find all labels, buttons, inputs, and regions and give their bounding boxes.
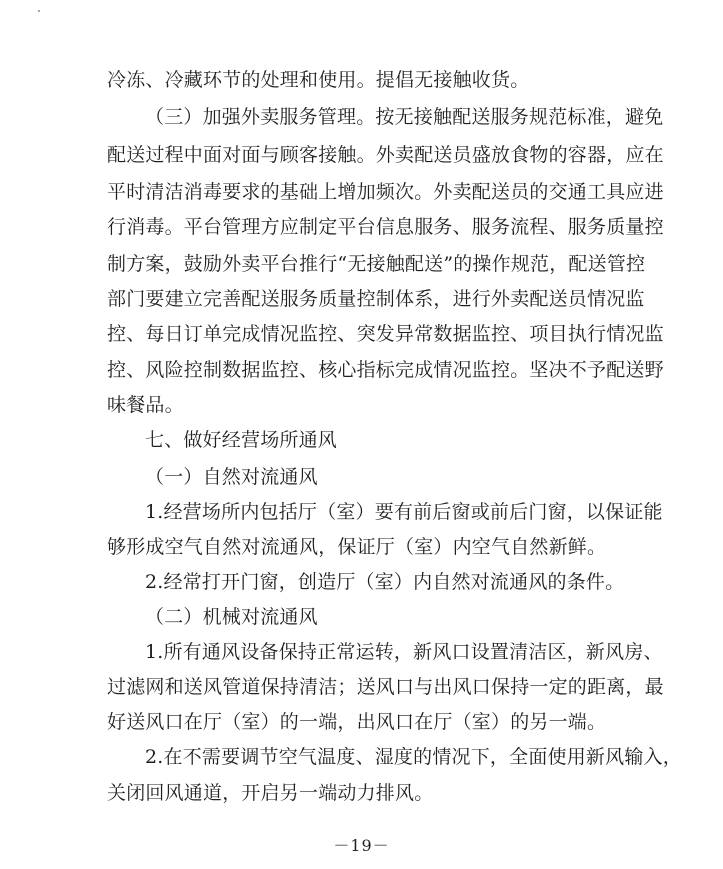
paragraph-line: 够形成空气自然对流通风，保证厅（室）内空气自然新鲜。 [107,536,607,558]
paragraph-line: 好送风口在厅（室）的一端，出风口在厅（室）的另一端。 [107,711,607,733]
list-item-line: 1.所有通风设备保持正常运转，新风口设置清洁区，新风房、 [145,641,663,663]
subsection-3-line: （三）加强外卖服务管理。按无接触配送服务规范标准，避免 [145,106,664,128]
list-item-line: 2.在不需要调节空气温度、湿度的情况下，全面使用新风输入， [145,746,682,768]
subsection-heading: （二）机械对流通风 [145,606,318,628]
paragraph-line: 部门要建立完善配送服务质量控制体系，进行外卖配送员情况监 [107,288,645,310]
paragraph-line: 控、每日订单完成情况监控、突发异常数据监控、项目执行情况监 [107,323,664,345]
paragraph-line: 制方案，鼓励外卖平台推行“无接触配送”的操作规范，配送管控 [107,253,646,275]
page-number: －19－ [333,836,390,855]
paragraph-line: 过滤网和送风管道保持清洁；送风口与出风口保持一定的距离，最 [107,676,664,698]
list-item-line: 1.经营场所内包括厅（室）要有前后窗或前后门窗，以保证能 [145,501,663,523]
paragraph-line: 平时清洁消毒要求的基础上增加频次。外卖配送员的交通工具应进 [107,181,664,203]
paragraph-line: 控、风险控制数据监控、核心指标完成情况监控。坚决不予配送野 [107,359,664,381]
list-item-line: 2.经常打开门窗，创造厅（室）内自然对流通风的条件。 [145,571,625,593]
paragraph-line: 味餐品。 [107,394,184,416]
paragraph-line: 行消毒。平台管理方应制定平台信息服务、服务流程、服务质量控 [107,216,664,238]
section-heading: 七、做好经营场所通风 [145,429,338,451]
subsection-heading: （一）自然对流通风 [145,466,318,488]
paragraph-line: 关闭回风通道，开启另一端动力排风。 [107,782,434,804]
scan-speck [38,10,40,12]
paragraph-line: 配送过程中面对面与顾客接触。外卖配送员盛放食物的容器，应在 [107,144,664,166]
paragraph-line: 冷冻、冷藏环节的处理和使用。提倡无接触收货。 [107,69,530,91]
